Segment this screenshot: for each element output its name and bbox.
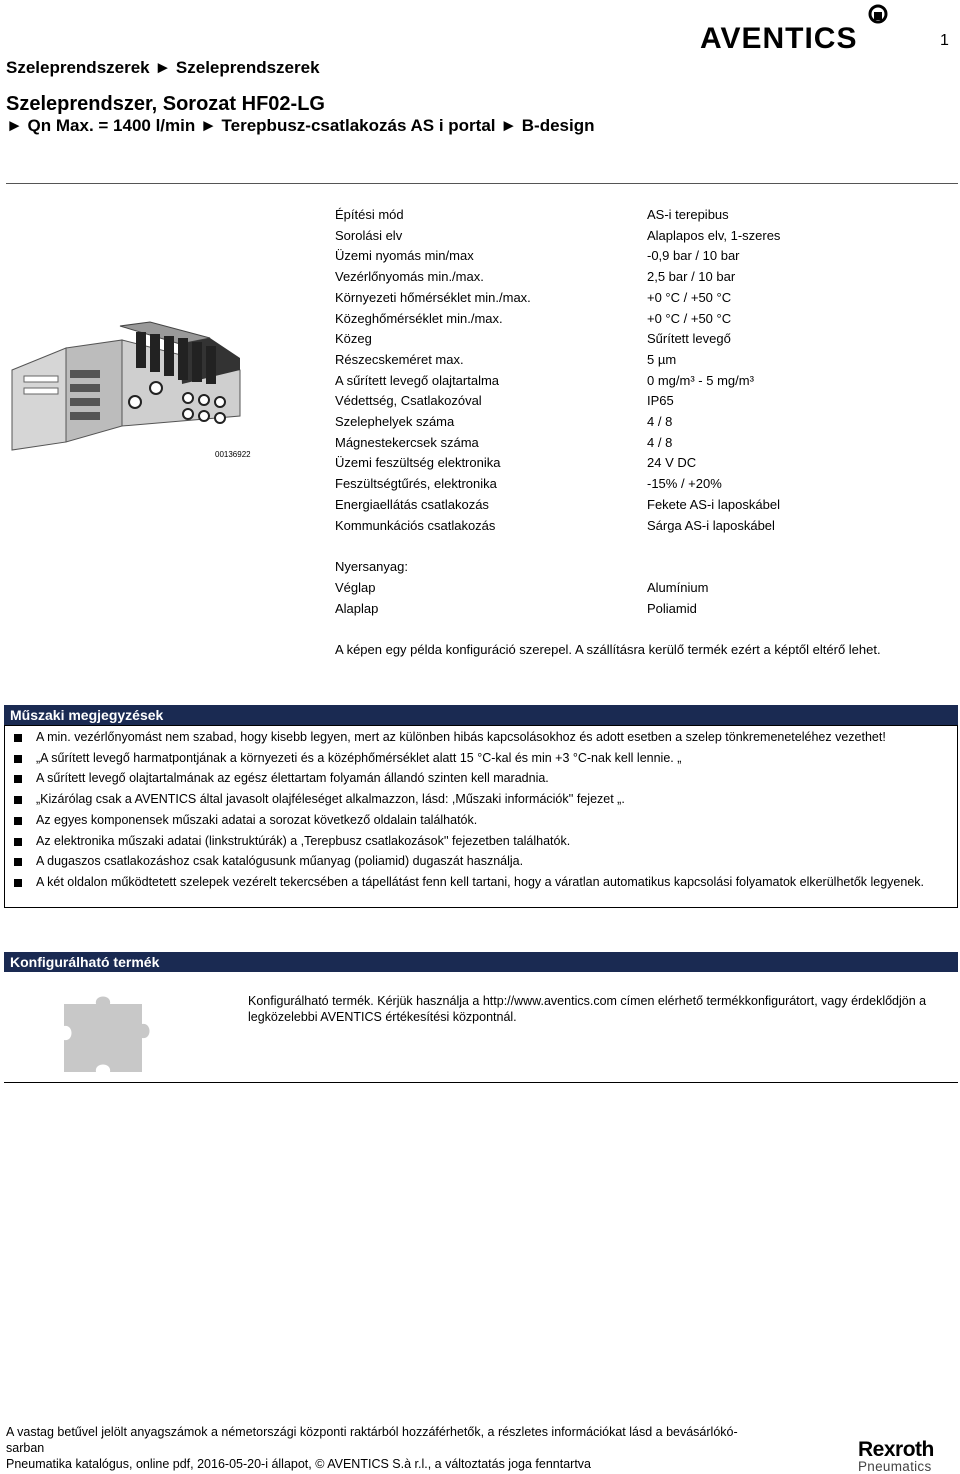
page-number: 1 [940, 32, 949, 49]
spec-label: Energiaellátás csatlakozás [335, 497, 489, 512]
tech-note-item: „A sűrített levegő harmatpontjának a környezeti és a középhőmérséklet alatt 15 °C-kal és min +3 °C-nak kell lennie. „ [36, 751, 682, 765]
materials-heading: Nyersanyag: [335, 559, 408, 574]
spec-value: 0 mg/m³ - 5 mg/m³ [647, 373, 754, 388]
config-heading: Konfigurálható termék [4, 952, 958, 972]
spec-value: Sűrített levegő [647, 331, 731, 346]
config-text: Konfigurálható termék. Kérjük használja a http://www.aventics.com címen elérhető termékkonfigurátort, vagy érdeklődjön a legközelebbi AVENTICS értékesítési központnál. [248, 994, 927, 1024]
spec-value: 5 µm [647, 352, 677, 367]
spec-label: Környezeti hőmérséklet min./max. [335, 290, 531, 305]
spec-value: 4 / 8 [647, 435, 673, 450]
bullet-icon [14, 734, 22, 742]
spec-value: -0,9 bar / 10 bar [647, 248, 740, 263]
spec-value: 2,5 bar / 10 bar [647, 269, 736, 284]
tech-note-item: Az egyes komponensek műszaki adatai a sorozat következő oldalain találhatók. [36, 813, 478, 827]
spec-value: 4 / 8 [647, 414, 673, 429]
material-label: Alaplap [335, 601, 379, 616]
spec-label: Közeg [335, 331, 372, 346]
spec-value: +0 °C / +50 °C [647, 290, 732, 305]
footer-note-line2: sarban [6, 1441, 45, 1455]
image-id: 00136922 [215, 450, 251, 459]
spec-value: +0 °C / +50 °C [647, 311, 732, 326]
tech-note-item: A min. vezérlőnyomást nem szabad, hogy kisebb legyen, mert az különben hibás kapcsolásokhoz és adott esetben a szelep tönkremeneteléhez vezethet! [36, 730, 886, 744]
spec-value: IP65 [647, 393, 674, 408]
tech-note-item: „Kizárólag csak a AVENTICS által javasolt olajféleséget alkalmazzon, lásd: ,Műszaki információk'' fejezet „. [36, 792, 625, 806]
spec-label: Részecskeméret max. [335, 352, 464, 367]
bullet-icon [14, 858, 22, 866]
spec-label: A sűrített levegő olajtartalma [335, 373, 500, 388]
bullet-icon [14, 838, 22, 846]
spec-label: Védettség, Csatlakozóval [335, 393, 482, 408]
rexroth-logo-sub: Pneumatics [858, 1459, 932, 1474]
bullet-icon [14, 775, 22, 783]
spec-label: Üzemi feszültség elektronika [335, 455, 501, 470]
header-divider [6, 183, 958, 184]
spec-value: Sárga AS-i laposkábel [647, 518, 775, 533]
puzzle-icon [60, 990, 156, 1076]
footer-copyright: Pneumatika katalógus, online pdf, 2016-05-20-i állapot, © AVENTICS S.à r.l., a változtatás joga fenntartva [6, 1457, 592, 1471]
tech-note-item: A két oldalon működtetett szelepek vezérelt tekercsében a tápellátást fenn kell tartani, hogy a váratlan automatikus kapcsolási folyamatok elkerülhetők legyenek. [36, 875, 925, 889]
material-value: Alumínium [647, 580, 709, 595]
spec-value: -15% / +20% [647, 476, 722, 491]
spec-value: AS-i terepibus [647, 207, 729, 222]
spec-value: Fekete AS-i laposkábel [647, 497, 780, 512]
spec-label: Vezérlőnyomás min./max. [335, 269, 484, 284]
rexroth-logo: Rexroth [858, 1438, 934, 1461]
spec-label: Szelephelyek száma [335, 414, 455, 429]
spec-label: Sorolási elv [335, 228, 403, 243]
material-label: Véglap [335, 580, 376, 595]
tech-notes-heading: Műszaki megjegyzések [4, 705, 958, 725]
spec-label: Kommunkációs csatlakozás [335, 518, 496, 533]
tech-note-item: A sűrített levegő olajtartalmának az egész élettartam folyamán állandó szinten kell maradnia. [36, 771, 549, 785]
bullet-icon [14, 817, 22, 825]
footer-note-line1: A vastag betűvel jelölt anyagszámok a németországi központi raktárból hozzáférhetők, a részletes információkat lásd a bevásárlókó- [6, 1425, 738, 1439]
bullet-icon [14, 796, 22, 804]
spec-label: Építési mód [335, 207, 404, 222]
product-image [10, 318, 242, 452]
spec-value: 24 V DC [647, 455, 697, 470]
page-title: Szeleprendszer, Sorozat HF02-LG [6, 93, 325, 115]
spec-label: Feszültségtűrés, elektronika [335, 476, 497, 491]
aventics-logo [700, 4, 890, 52]
svg-text:AVENTICS: AVENTICS [700, 22, 858, 52]
spec-value: Alaplapos elv, 1-szeres [647, 228, 781, 243]
bullet-icon [14, 879, 22, 887]
spec-label: Üzemi nyomás min/max [335, 248, 474, 263]
breadcrumb: Szeleprendszerek ► Szeleprendszerek [6, 58, 320, 77]
config-divider [4, 1082, 958, 1083]
tech-note-item: A dugaszos csatlakozáshoz csak katalógusunk műanyag (poliamid) dugaszát használja. [36, 854, 524, 868]
material-value: Poliamid [647, 601, 697, 616]
tech-note-item: Az elektronika műszaki adatai (linkstruktúrák) a ,Terepbusz csatlakozások'' fejezetben találhatók. [36, 834, 571, 848]
bullet-icon [14, 755, 22, 763]
spec-label: Mágnestekercsek száma [335, 435, 479, 450]
spec-label: Közeghőmérséklet min./max. [335, 311, 503, 326]
image-note: A képen egy példa konfiguráció szerepel. A szállításra kerülő termék ezért a képtől eltérő lehet. [335, 642, 881, 657]
page-subtitle: ► Qn Max. = 1400 l/min ► Terepbusz-csatlakozás AS i portal ► B-design [6, 116, 595, 135]
